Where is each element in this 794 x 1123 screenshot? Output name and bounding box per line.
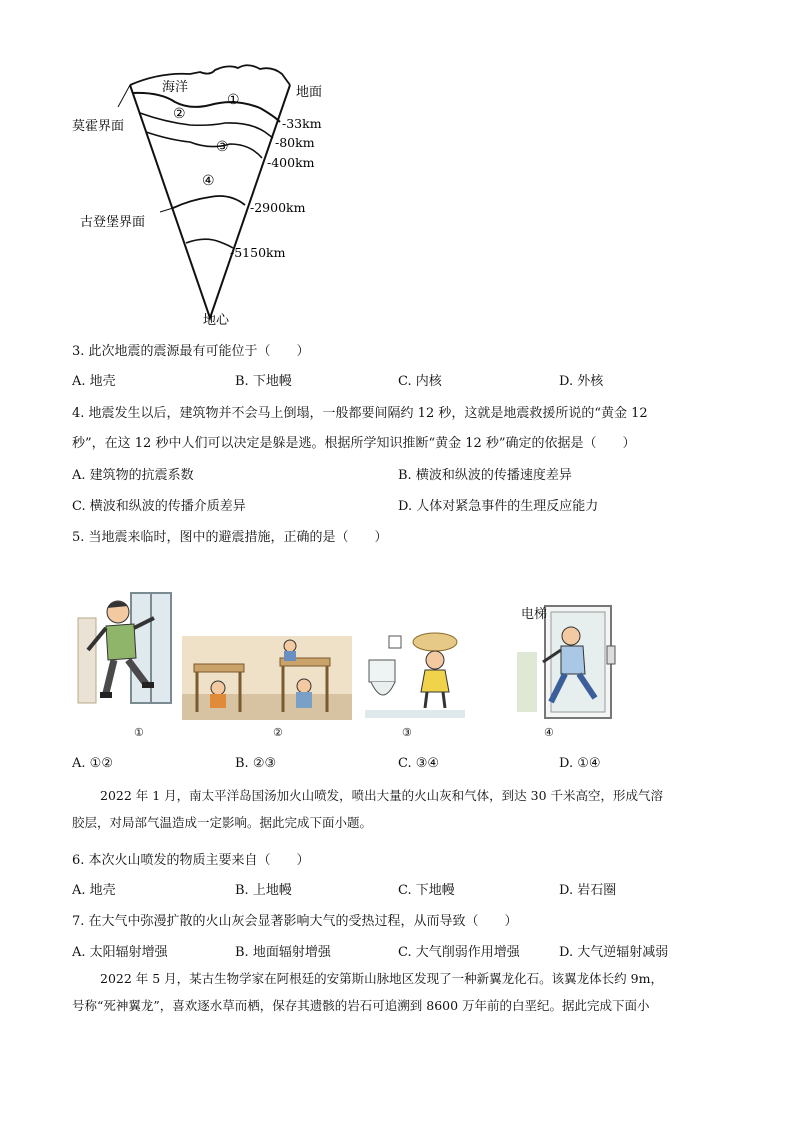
layer-2-label: ② [173, 106, 186, 122]
question-3: 3. 此次地震的震源最有可能位于（ ） [72, 344, 310, 359]
q7-option-c[interactable]: C. 大气削弱作用增强 [398, 945, 520, 960]
scene-3-covering-head-toilet [365, 630, 465, 718]
surface-line [130, 65, 290, 85]
q3-option-a[interactable]: A. 地壳 [72, 374, 116, 389]
q5-option-b[interactable]: B. ②③ [235, 756, 277, 771]
gutenberg-boundary [173, 196, 245, 208]
q5-option-d[interactable]: D. ①④ [559, 756, 601, 771]
depth-400: -400km [267, 155, 315, 170]
q5-option-a[interactable]: A. ①② [72, 756, 113, 771]
q4-option-c[interactable]: C. 横波和纵波的传播介质差异 [72, 499, 246, 514]
gutenberg-label: 古登堡界面 [80, 215, 146, 230]
passage-volcano: 2022 年 1 月，南太平洋岛国汤加火山喷发，喷出大量的火山灰和气体，到达 30 千米高空，形成气溶 胶层，对局部气温造成一定影响。据此完成下面小题。 [72, 788, 664, 830]
q3-option-b[interactable]: B. 下地幔 [235, 374, 292, 389]
pic-label-2: ② [273, 726, 283, 739]
q4-option-d[interactable]: D. 人体对紧急事件的生理反应能力 [398, 499, 599, 514]
q7-option-b[interactable]: B. 地面辐射增强 [235, 945, 331, 960]
depth-33: -33km [282, 116, 322, 131]
depth-5150: -5150km [230, 245, 286, 260]
q4-option-b[interactable]: B. 横波和纵波的传播速度差异 [398, 468, 572, 483]
layer-3-label: ③ [216, 139, 229, 155]
q6-option-d[interactable]: D. 岩石圈 [559, 883, 617, 898]
q7-option-a[interactable]: A. 太阳辐射增强 [72, 945, 168, 960]
q6-option-b[interactable]: B. 上地幔 [235, 883, 292, 898]
passage-pterosaur: 2022 年 5 月，某古生物学家在阿根廷的安第斯山脉地区发现了一种新翼龙化石。该翼龙体长约 9m， 号称“死神翼龙”，喜欢逐水草而栖，保存其遗骸的岩石可追溯到 8600 万年前的白垩纪。据此完成下面小 [72, 971, 663, 1013]
boundary-5150 [186, 239, 233, 248]
layer-4-label: ④ [202, 173, 215, 189]
q5-option-c[interactable]: C. ③④ [398, 756, 440, 771]
scene-2-under-desks [182, 636, 352, 720]
earth-structure-diagram [60, 60, 360, 335]
pic-label-3: ③ [402, 726, 412, 739]
scene-1-jumping-out-window [76, 588, 176, 710]
q3-option-c[interactable]: C. 内核 [398, 374, 442, 389]
ocean-label: 海洋 [162, 80, 189, 95]
q6-option-c[interactable]: C. 下地幔 [398, 883, 455, 898]
question-4-line-1: 4. 地震发生以后，建筑物并不会马上倒塌，一般都要间隔约 12 秒，这就是地震救援所说的“黄金 12 [72, 406, 648, 421]
depth-2900: -2900km [250, 200, 306, 215]
layer-1-label: ① [227, 92, 240, 108]
moho-label: 莫霍界面 [72, 119, 125, 134]
surface-label: 地面 [296, 85, 323, 100]
pic-label-1: ① [134, 726, 144, 739]
question-7: 7. 在大气中弥漫扩散的火山灰会显著影响大气的受热过程，从而导致（ ） [72, 914, 518, 929]
q3-option-d[interactable]: D. 外核 [559, 374, 604, 389]
question-5: 5. 当地震来临时，图中的避震措施，正确的是（ ） [72, 530, 388, 545]
center-label: 地心 [203, 313, 230, 328]
elevator-label: 电梯 [521, 607, 548, 622]
q6-option-a[interactable]: A. 地壳 [72, 883, 116, 898]
boundary-80 [140, 113, 273, 138]
question-4-line-2: 秒”，在这 12 秒中人们可以决定是躲是逃。根据所学知识推断“黄金 12 秒”确定的依据是（ ） [72, 436, 636, 451]
pic-label-4: ④ [544, 726, 554, 739]
depth-80: -80km [275, 135, 315, 150]
q7-option-d[interactable]: D. 大气逆辐射减弱 [559, 945, 669, 960]
boundary-400 [146, 132, 262, 158]
q4-option-a[interactable]: A. 建筑物的抗震系数 [72, 468, 194, 483]
question-6: 6. 本次火山喷发的物质主要来自（ ） [72, 853, 310, 868]
